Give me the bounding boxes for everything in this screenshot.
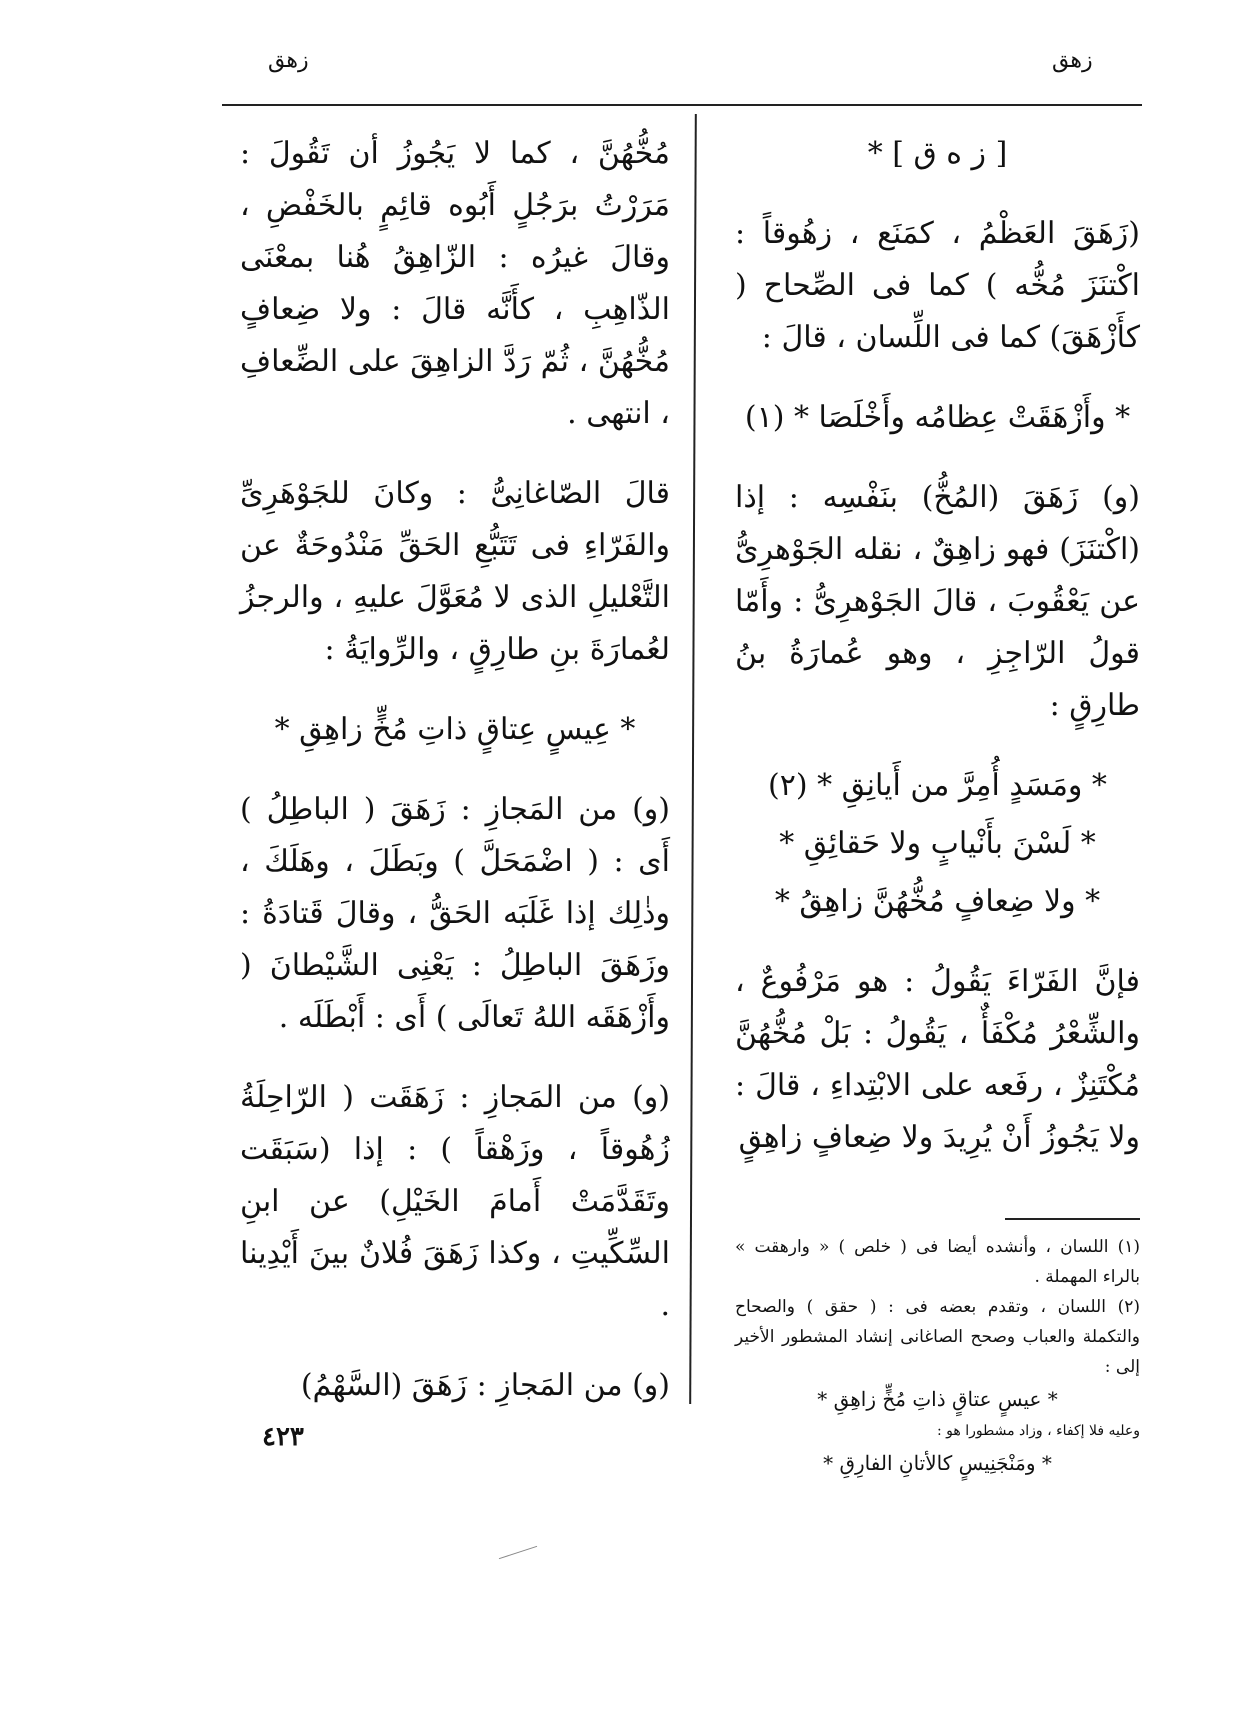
footnote-1: (١) اللسان ، وأنشده أيضا فى ( خلص ) « وارهقت » بالراء المهملة .	[735, 1237, 1140, 1287]
running-head-right: زهق	[1052, 48, 1093, 73]
footnote-2: (٢) اللسان ، وتقدم بعضه فى : ( حقق ) والصحاح والتكملة والعباب وصحح الصاغانى إنشاد المشطور الأخير إلى :	[735, 1297, 1140, 1377]
paragraph: (و) زَهَقَ (المُخُّ) بنَفْسِه : إذا (اكْتنَزَ) فهو زاهِقٌ ، نقله الجَوْهرِىُّ عن يَعْقُوبَ ، قالَ الجَوْهرِىُّ : وأَمّا قولُ الرّاجِزِ ، وهو عُمارَةُ بنُ طارِقٍ :	[735, 480, 1140, 723]
scan-mark	[499, 1546, 537, 1559]
verse-line: * ومَسَدٍ أُمِرَّ من أَيانِقِ * (٢)	[768, 768, 1107, 803]
footnote-rule	[1005, 1218, 1140, 1220]
paragraph: (و) من المَجازِ : زَهَقَ ( الباطِلُ ) أَى : ( اضْمَحَلَّ ) وبَطَلَ ، وهَلَكَ ، وذٰلِك إذا غَلَبَه الحَقُّ ، وقالَ قَتادَةُ : وزَهَقَ الباطِلُ : يَعْنِى الشَّيْطانَ ( وأَزْهَقَه اللهُ تَعالَى ) أَى : أَبْطَلَه .	[240, 792, 670, 1035]
verse-line: * لَسْنَ بأَنْيابٍ ولا حَقائِقِ *	[779, 826, 1096, 861]
page-number: ٤٢٣	[262, 1422, 304, 1452]
right-column	[735, 128, 1140, 1192]
paragraph: (زَهَقَ العَظْمُ ، كمَنَع ، زهُوقاً : اكْتنَزَ مُخُّه ) كما فى الصِّحاح ( كأَزْهَقَ) كما فى اللِّسان ، قالَ :	[735, 216, 1140, 355]
running-head-left: زهق	[268, 48, 309, 73]
footnotes	[735, 1232, 1140, 1480]
left-column	[240, 128, 670, 1440]
footnote-verse: * عيسٍ عتاقٍ ذاتِ مُخٍّ زاهِقِ *	[817, 1387, 1058, 1411]
paragraph: فإنَّ الفَرّاءَ يَقُولُ : هو مَرْفُوعٌ ، والشِّعْرُ مُكْفَأٌ ، يَقُولُ : بَلْ مُخُّهُنَّ مُكْتَنِزٌ ، رفَعه على الابْتِداءِ ، قالَ : ولا يَجُوزُ أَنْ يُرِيدَ ولا ضِعافٍ زاهِقٍ	[735, 964, 1140, 1155]
header-rule	[222, 104, 1142, 106]
footnote-verse: * ومَنْجَنِيسٍ كالأتانِ الفارِقِ *	[823, 1451, 1052, 1475]
column-divider	[689, 114, 697, 1404]
paragraph: قالَ الصّاغانِىُّ : وكانَ للجَوْهَرِىِّ والفَرّاءِ فى تَتَبُّعِ الحَقِّ مَنْدُوحَةٌ عن التَّعْليلِ الذى لا مُعَوَّلَ عليهِ ، والرجزُ لعُمارَةَ بنِ طارِقٍ ، والرِّوايَةُ :	[240, 476, 670, 667]
paragraph: (و) من المَجازِ : زَهَقَ (السَّهْمُ)	[300, 1368, 670, 1403]
verse-line: * عِيسٍ عِتاقٍ ذاتِ مُخٍّ زاهِقِ *	[274, 712, 636, 747]
footnote-note: وعليه فلا إكفاء ، وزاد مشطورا هو :	[936, 1423, 1140, 1439]
verse-line: * وأَزْهَقَتْ عِظامُه وأَخْلَصَا * (١)	[744, 400, 1131, 435]
entry-heading: [ ز ه ق ] *	[867, 136, 1008, 171]
paragraph: مُخُّهُنَّ ، كما لا يَجُوزُ أن تَقُولَ : مَرَرْتُ برَجُلٍ أَبُوه قائِمٍ بالخَفْضِ ، وقالَ غيرُه : الزّاهِقُ هُنا بمعْنَى الذّاهِبِ ، كأَنَّه قالَ : ولا ضِعافٍ مُخُّهُنَّ ، ثُمّ رَدَّ الزاهِقَ على الضِّعافِ ، انتهى .	[240, 136, 670, 431]
paragraph: (و) من المَجازِ : زَهَقَت ( الرّاحِلَةُ زُهُوقاً ، وزَهْقاً ) : إذا (سَبَقَت وتَقَدَّمَتْ أَمامَ الخَيْلِ) عن ابنِ السِّكِّيتِ ، وكذا زَهَقَ فُلانٌ بينَ أَيْدِينا .	[240, 1080, 670, 1323]
verse-line: * ولا ضِعافٍ مُخُّهُنَّ زاهِقُ *	[774, 884, 1101, 919]
